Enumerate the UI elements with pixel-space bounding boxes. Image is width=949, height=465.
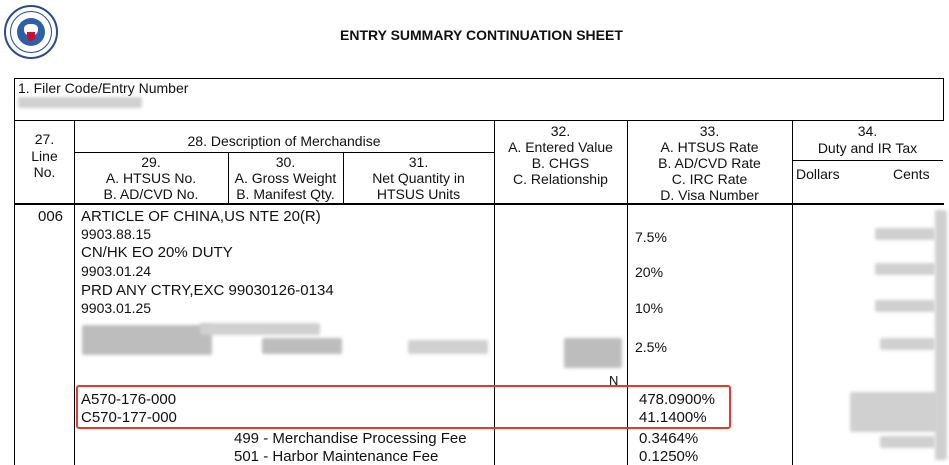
redacted-gross-weight [262, 338, 342, 354]
col34-subline [792, 160, 943, 161]
col30-line1: A. Gross Weight [234, 170, 337, 186]
fee-label-0: 499 - Merchandise Processing Fee [234, 430, 467, 447]
adcvd-case-0: A570-176-000 [81, 391, 177, 408]
redacted-duty-3 [880, 338, 935, 350]
redacted-duty-0 [875, 228, 935, 240]
adcvd-case-1: C570-177-000 [81, 409, 177, 426]
fee-rate-1: 0.1250% [639, 448, 699, 465]
redacted-entered-value [564, 338, 622, 368]
desc-line-1: 9903.88.15 [81, 226, 152, 242]
redacted-duty-1 [875, 263, 935, 275]
redacted-duty-2 [875, 300, 935, 312]
adcvd-highlight-box [76, 385, 731, 429]
fee-rate-0: 0.3464% [639, 430, 699, 447]
col28-label: 28. Description of Merchandise [187, 133, 381, 149]
desc-line-2: CN/HK EO 20% DUTY [81, 244, 233, 261]
redacted-duty-5 [880, 436, 935, 448]
col34-label: Duty and IR Tax [817, 140, 918, 156]
col31-number: 31. [408, 154, 429, 170]
redacted-htsus-value [82, 325, 212, 355]
col33-line3: C. IRC Rate [671, 171, 748, 187]
col32-line2: B. CHGS [531, 155, 590, 171]
document-title: ENTRY SUMMARY CONTINUATION SHEET [340, 27, 623, 43]
col32-line1: A. Entered Value [508, 139, 613, 155]
filer-code-label: 1. Filer Code/Entry Number [18, 80, 189, 96]
redacted-edge [935, 210, 947, 460]
col27-line: Line [31, 148, 58, 164]
col33-line2: B. AD/CVD Rate [658, 155, 761, 171]
redacted-htsus-extra [200, 323, 320, 335]
col29-number: 29. [141, 154, 161, 170]
col33-line1: A. HTSUS Rate [660, 139, 759, 155]
frame-top [14, 78, 944, 79]
col28-subline [74, 152, 494, 153]
rate-0: 7.5% [635, 229, 667, 245]
redacted-entry-number [18, 97, 142, 108]
col32-number: 32. [550, 123, 571, 139]
relationship-code: N [609, 373, 619, 388]
col27-number: 27. [34, 131, 55, 147]
col32-line3: C. Relationship [513, 171, 608, 187]
col30-number: 30. [275, 154, 296, 170]
col34-divider [792, 120, 793, 465]
desc-line-4: PRD ANY CTRY,EXC 99030126-0134 [81, 282, 334, 299]
rate-1: 20% [635, 264, 664, 280]
desc-line-3: 9903.01.24 [81, 263, 152, 279]
redacted-net-quantity [408, 340, 488, 354]
rate-2: 10% [635, 300, 664, 316]
col34-dollars: Dollars [796, 166, 840, 182]
adcvd-rate-0: 478.0900% [639, 391, 715, 408]
col31-line2: HTSUS Units [376, 186, 461, 202]
col29-line1: A. HTSUS No. [105, 170, 197, 186]
redacted-duty-4 [850, 392, 938, 432]
col27-no: No. [33, 164, 56, 180]
desc-line-0: ARTICLE OF CHINA,US NTE 20(R) [81, 208, 321, 225]
rate-3: 2.5% [635, 339, 667, 355]
col30-line2: B. Manifest Qty. [236, 186, 335, 202]
fee-label-1: 501 - Harbor Maintenance Fee [234, 448, 439, 465]
col34-cents: Cents [893, 166, 930, 182]
adcvd-rate-1: 41.1400% [639, 409, 707, 426]
col31-line1: Net Quantity in [372, 170, 465, 186]
header-bottom [14, 203, 944, 205]
box1-bottom [14, 120, 944, 121]
line-number: 006 [38, 208, 64, 225]
col29-line2: B. AD/CVD No. [103, 186, 199, 202]
desc-line-5: 9903.01.25 [81, 300, 152, 316]
frame-right [943, 78, 944, 120]
dhs-seal-logo [4, 5, 58, 59]
col33-line4: D. Visa Number [660, 187, 759, 203]
col34-number: 34. [857, 123, 878, 139]
col33-number: 33. [699, 123, 720, 139]
